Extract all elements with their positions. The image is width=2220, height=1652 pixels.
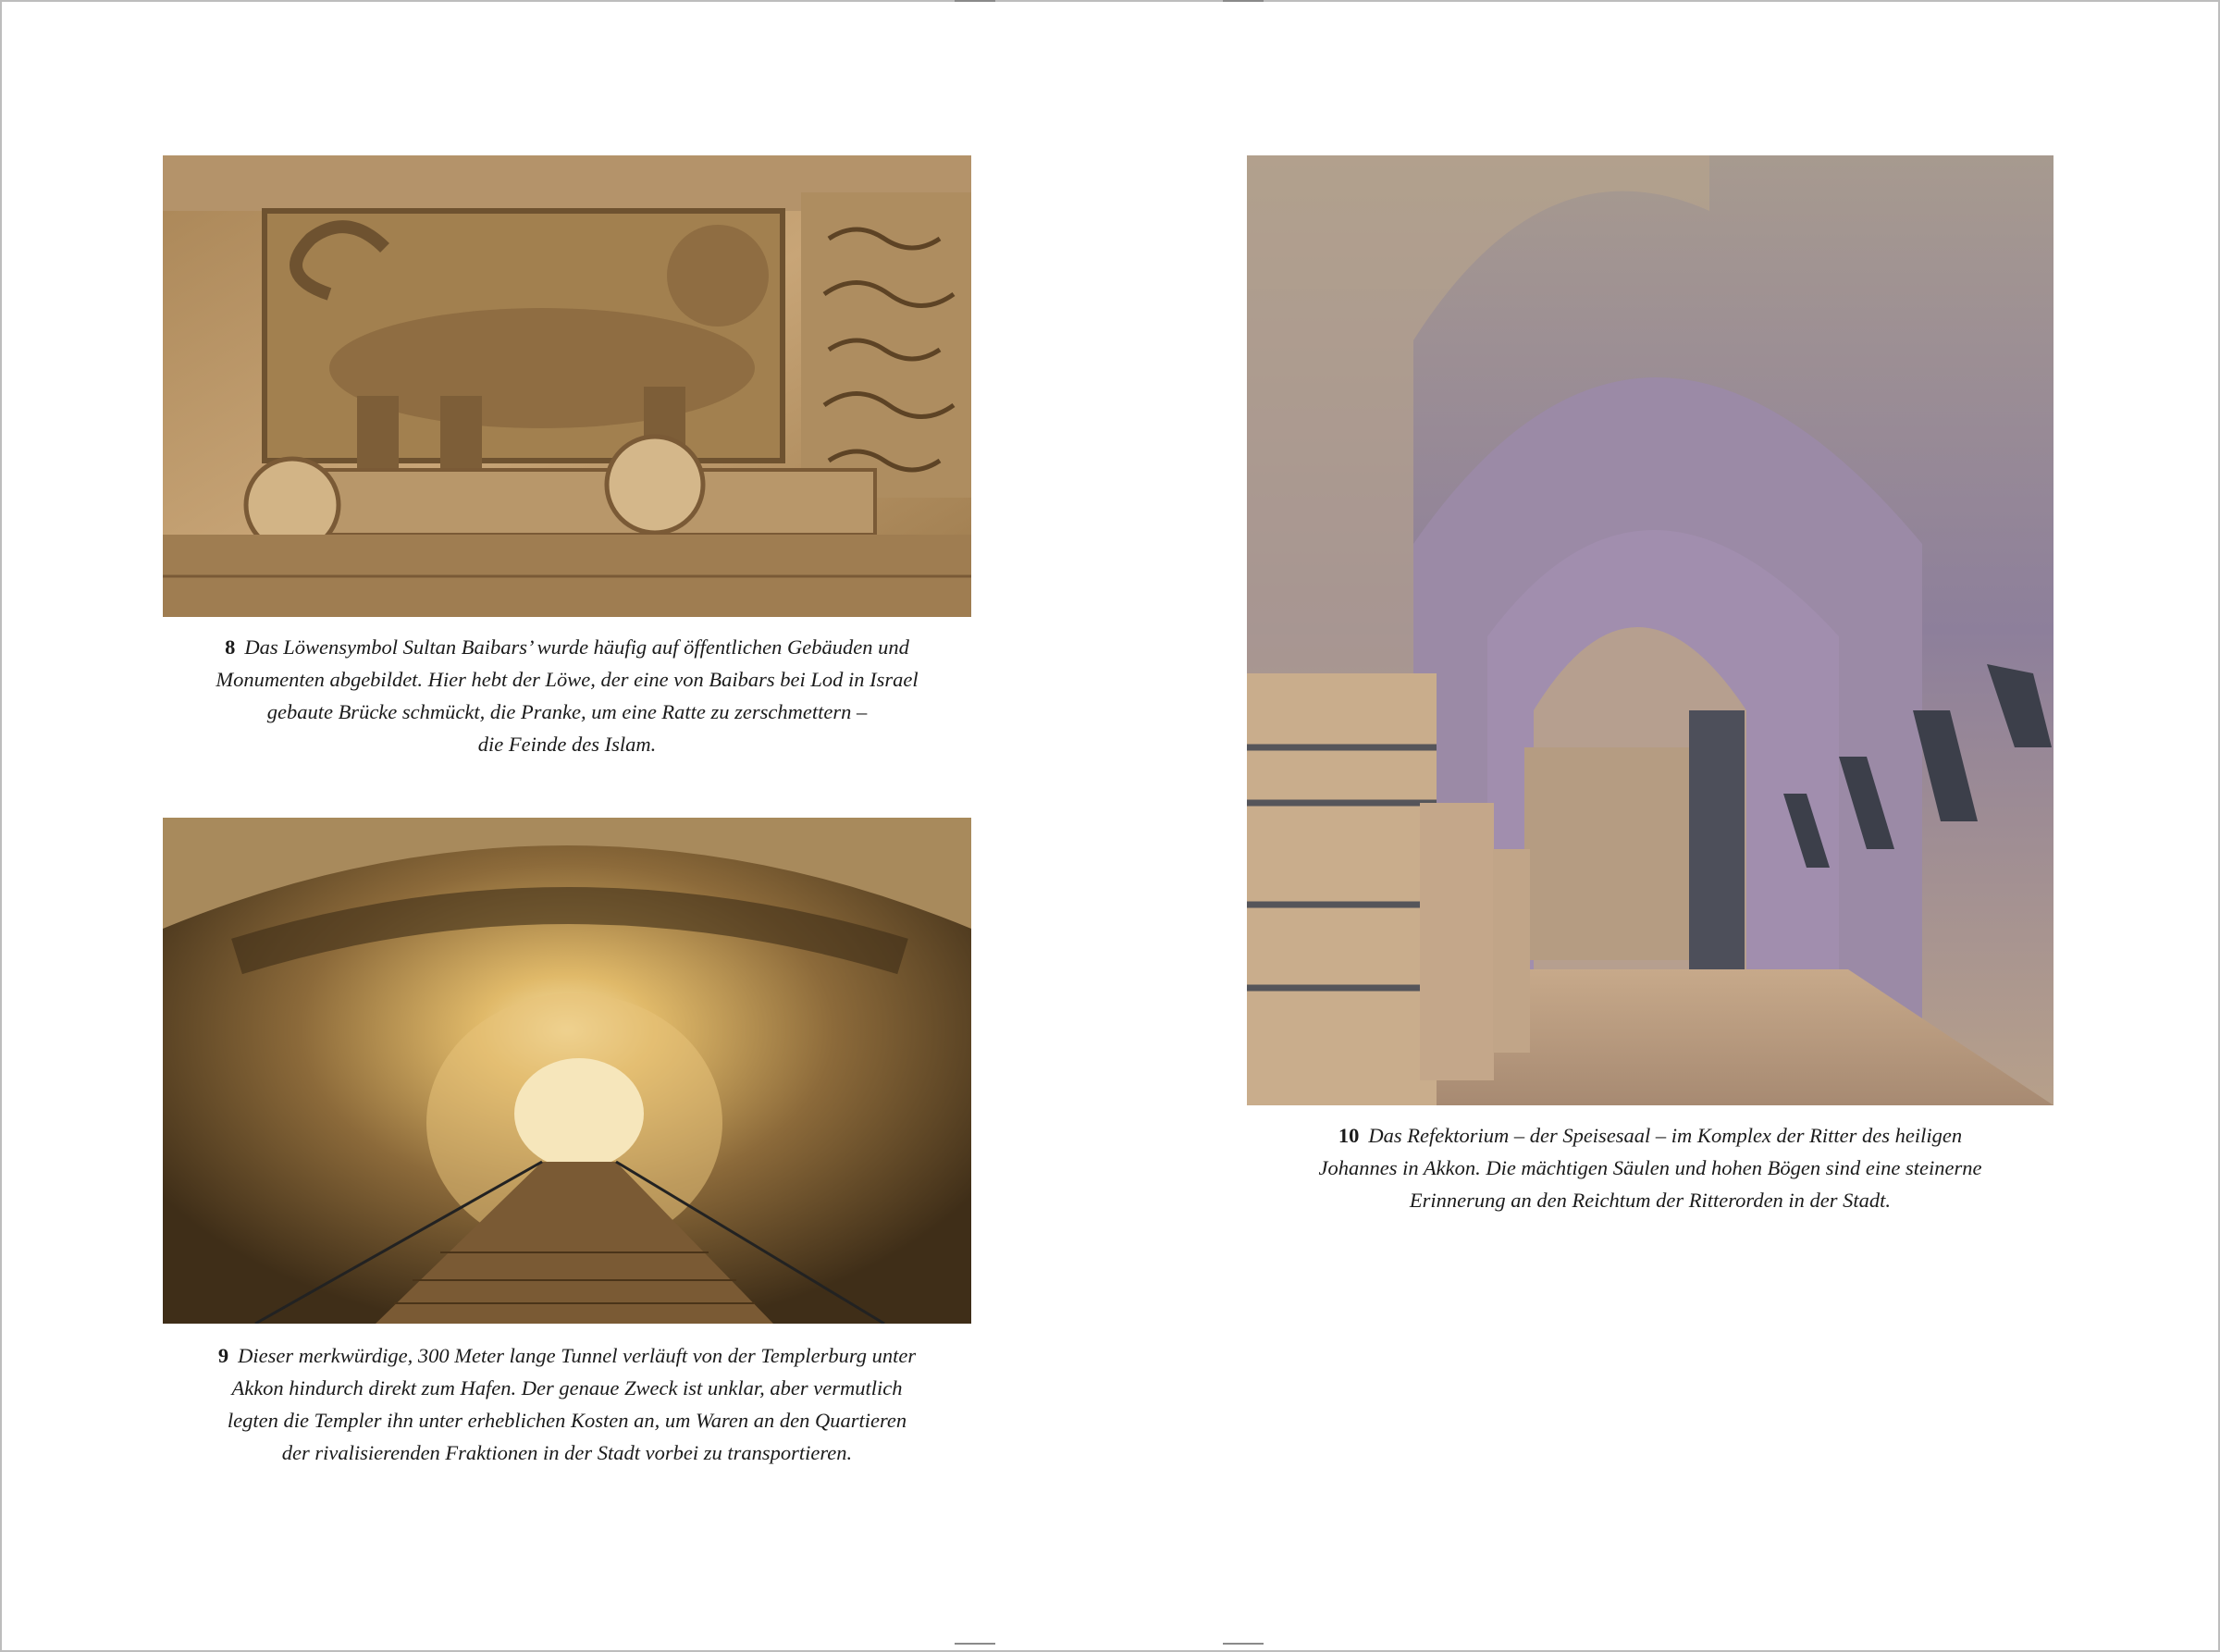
caption-line: legten die Templer ihn unter erheblichen Kosten an, um Waren an den Quartieren <box>227 1409 907 1432</box>
crop-mark <box>1223 1643 1264 1645</box>
figure-number: 8 <box>225 635 236 659</box>
figure-number: 9 <box>217 1344 229 1367</box>
templar-tunnel-photo <box>163 818 971 1324</box>
figure-8-caption <box>163 631 971 760</box>
caption-line: 8 Das Löwensymbol Sultan Baibars’ wurde häufig auf öffentlichen Gebäuden und <box>225 635 909 659</box>
refectory-hall-photo <box>1247 155 2054 1105</box>
caption-line: gebaute Brücke schmückt, die Pranke, um eine Ratte zu zerschmettern – <box>266 700 868 723</box>
caption-line: Akkon hindurch direkt zum Hafen. Der genaue Zweck ist unklar, aber vermutlich <box>231 1376 903 1399</box>
caption-line: 9 Dieser merkwürdige, 300 Meter lange Tunnel verläuft von der Templerburg unter <box>217 1344 917 1367</box>
caption-line: der rivalisierenden Fraktionen in der Stadt vorbei zu transportieren. <box>281 1441 853 1464</box>
crop-mark <box>955 1643 995 1645</box>
caption-line: Monumenten abgebildet. Hier hebt der Löwe, der eine von Baibars bei Lod in Israel <box>216 668 919 691</box>
caption-line: Johannes in Akkon. Die mächtigen Säulen und hohen Bögen sind eine steinerne <box>1318 1156 1982 1179</box>
caption-line: die Feinde des Islam. <box>477 733 657 756</box>
caption-line: Erinnerung an den Reichtum der Ritterorden in der Stadt. <box>1409 1189 1892 1212</box>
lion-relief-photo <box>163 155 971 617</box>
caption-line: 10 Das Refektorium – der Speisesaal – im Komplex der Ritter des heiligen <box>1338 1124 1963 1147</box>
crop-mark <box>1223 0 1264 2</box>
figure-9-caption <box>163 1339 971 1469</box>
figure-number: 10 <box>1338 1124 1360 1147</box>
crop-mark <box>955 0 995 2</box>
figure-10-caption <box>1247 1119 2054 1216</box>
